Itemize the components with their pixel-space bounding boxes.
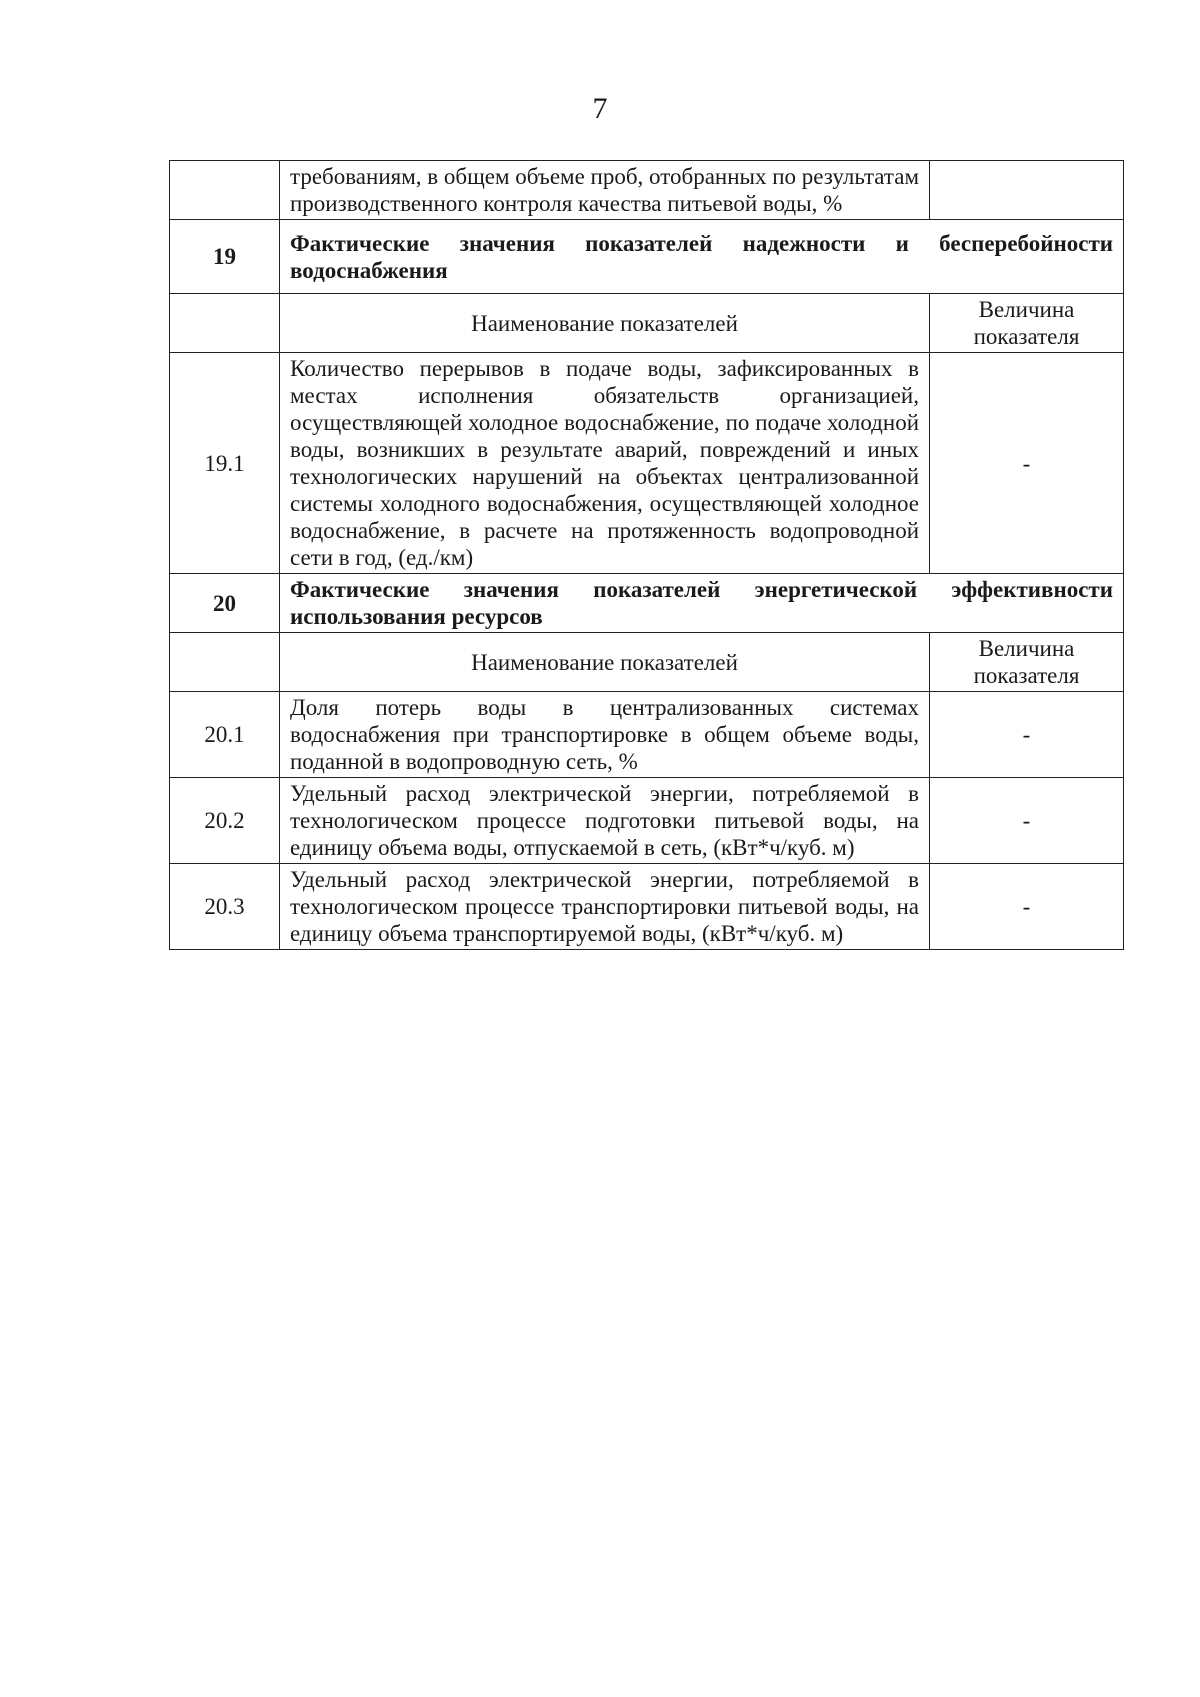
table-row-continuation (170, 161, 1124, 220)
header-name-label: Наименование показателей (280, 294, 930, 353)
row-number (170, 161, 280, 220)
row-value: - (930, 778, 1124, 864)
row-value: - (930, 692, 1124, 778)
row-value: - (930, 864, 1124, 950)
section-row-19 (170, 220, 1124, 294)
row-value (930, 161, 1124, 220)
section-row-20 (170, 574, 1124, 633)
row-description: требованиям, в общем объеме проб, отобранных по результатам производственного контроля качества питьевой воды, % (280, 161, 930, 220)
table-row-20-1 (170, 692, 1124, 778)
header-name-label: Наименование показателей (280, 633, 930, 692)
row-number: 20.2 (170, 778, 280, 864)
header-blank (170, 294, 280, 353)
table-row-20-2 (170, 778, 1124, 864)
row-value: - (930, 353, 1124, 574)
header-value-label: Величина показателя (930, 633, 1124, 692)
table-row-20-3 (170, 864, 1124, 950)
row-description: Удельный расход электрической энергии, потребляемой в технологическом процессе транспортировки питьевой воды, на единицу объема транспортируемой воды, (кВт*ч/куб. м) (280, 864, 930, 950)
row-description: Удельный расход электрической энергии, потребляемой в технологическом процессе подготовки питьевой воды, на единицу объема воды, отпускаемой в сеть, (кВт*ч/куб. м) (280, 778, 930, 864)
section-number: 20 (170, 574, 280, 633)
page-number: 7 (592, 92, 608, 125)
header-value-label: Величина показателя (930, 294, 1124, 353)
section-number: 19 (170, 220, 280, 294)
row-number: 20.3 (170, 864, 280, 950)
section-title: Фактические значения показателей энергетической эффективности использования ресурсов (280, 574, 1124, 633)
row-number: 20.1 (170, 692, 280, 778)
row-description: Доля потерь воды в централизованных системах водоснабжения при транспортировке в общем объеме воды, поданной в водопроводную сеть, % (280, 692, 930, 778)
indicators-table (169, 160, 1124, 950)
row-description: Количество перерывов в подаче воды, зафиксированных в местах исполнения обязательств организацией, осуществляющей холодное водоснабжение, по подаче холодной воды, возникших в результате аварий, повреждений и иных технологических нарушений на объектах централизованной системы холодного водоснабжения, осуществляющей холодное водоснабжение, в расчете на протяженность водопроводной сети в год, (ед./км) (280, 353, 930, 574)
table-row-19-1 (170, 353, 1124, 574)
section-title: Фактические значения показателей надежности и бесперебойности водоснабжения (280, 220, 1124, 294)
header-row-20 (170, 633, 1124, 692)
header-row-19 (170, 294, 1124, 353)
header-blank (170, 633, 280, 692)
row-number: 19.1 (170, 353, 280, 574)
